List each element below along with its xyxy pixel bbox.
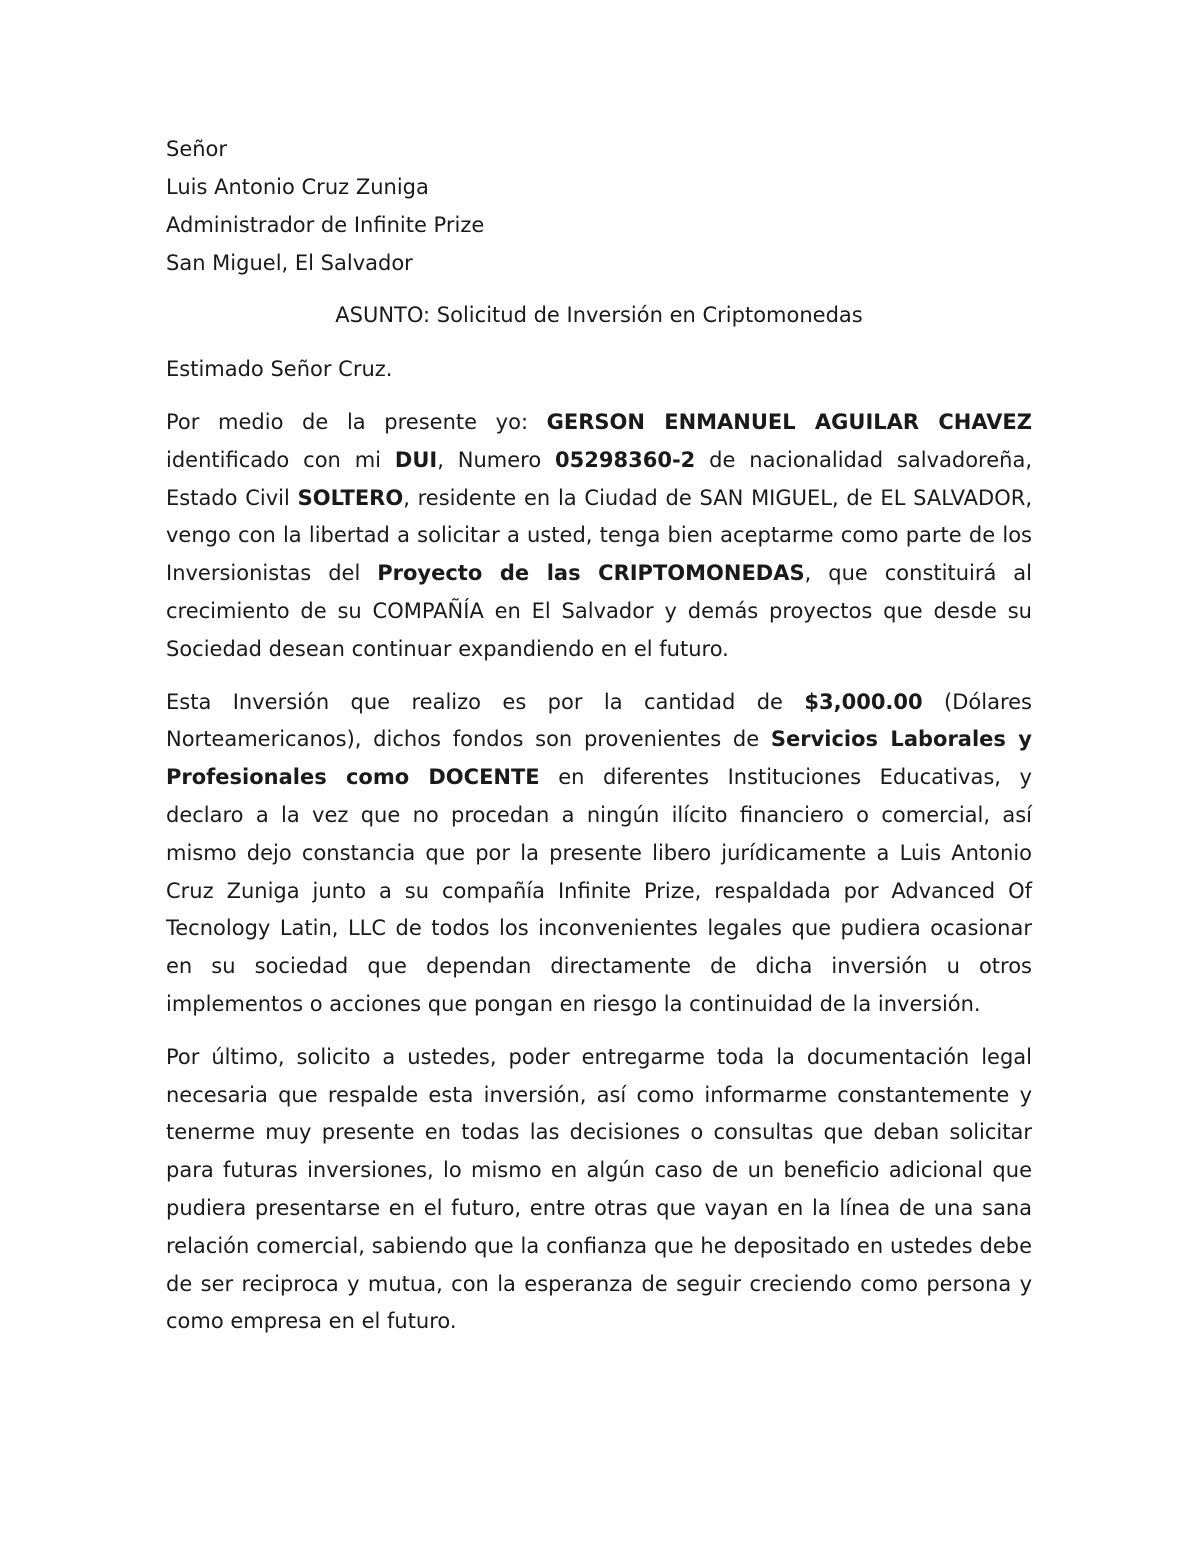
- text-span: identificado con mi: [166, 447, 395, 472]
- id-number: 05298360-2: [555, 447, 696, 472]
- text-span: de nacionalidad salvadoreña, Estado Civil: [166, 447, 1032, 510]
- funds-source: Servicios Laborales y Profesionales como DOCENTE: [166, 727, 1032, 790]
- text-span: , residente en la Ciudad de SAN MIGUEL, de EL SALVADOR, vengo con la libertad a solicitar a usted, tenga bien aceptarme como parte de los Inversionistas del: [166, 485, 1032, 586]
- paragraph-closing: Por último, solicito a ustedes, poder entregarme toda la documentación legal necesaria que respalde esta inversión, así como informarme constantemente y tenerme muy presente en todas las decisiones o consultas que deban solicitar para futuras inversiones, lo mismo en algún caso de un beneficio adicional que pudiera presentarse en el futuro, entre otras que vayan en la línea de una sana relación comercial, sabiendo que la confianza que he depositado en ustedes debe de ser reciproca y mutua, con la esperanza de seguir creciendo como persona y como empresa en el futuro.: [166, 1044, 1032, 1334]
- project-name: Proyecto de las CRIPTOMONEDAS: [377, 561, 805, 586]
- text-span: Esta Inversión que realizo es por la cantidad de: [166, 689, 805, 714]
- text-span: en diferentes Instituciones Educativas, y declaro a la vez que no procedan a ningún ilícito financiero o comercial, así mismo dejo constancia que por la presente libero jurídicamente a Luis Antonio Cruz Zuniga junto a su compañía Infinite Prize, respaldada por Advanced Of Tecnology Latin, LLC de todos los inconvenientes legales que pudiera ocasionar en su sociedad que dependan directamente de dicha inversión u otros implementos o acciones que pongan en riesgo la continuidad de la inversión.: [166, 765, 1032, 1016]
- text-span: , Numero: [437, 447, 556, 472]
- greeting: Estimado Señor Cruz.: [166, 357, 393, 381]
- applicant-name: GERSON ENMANUEL AGUILAR CHAVEZ: [546, 410, 1032, 434]
- id-type: DUI: [394, 447, 438, 472]
- text-span: Por medio de la presente yo:: [166, 410, 547, 434]
- recipient-role: Administrador de Infinite Prize: [166, 213, 485, 237]
- paragraph-investment: [166, 684, 1032, 1024]
- investment-amount: $3,000.00: [804, 689, 923, 714]
- paragraph-request: [166, 404, 1032, 669]
- recipient-salutation: Señor: [166, 137, 228, 161]
- marital-status: SOLTERO: [297, 485, 404, 510]
- recipient-name: Luis Antonio Cruz Zuniga: [166, 175, 429, 199]
- letter-page: [166, 130, 1032, 1341]
- recipient-location: San Miguel, El Salvador: [166, 251, 413, 275]
- subject-line: ASUNTO: Solicitud de Inversión en Criptomonedas: [335, 303, 863, 327]
- text-span: (Dólares Norteamericanos), dichos fondos son provenientes de: [166, 689, 1032, 752]
- text-span: , que constituirá al crecimiento de su COMPAÑÍA en El Salvador y demás proyectos que desde su Sociedad desean continuar expandiendo en el futuro.: [166, 561, 1032, 661]
